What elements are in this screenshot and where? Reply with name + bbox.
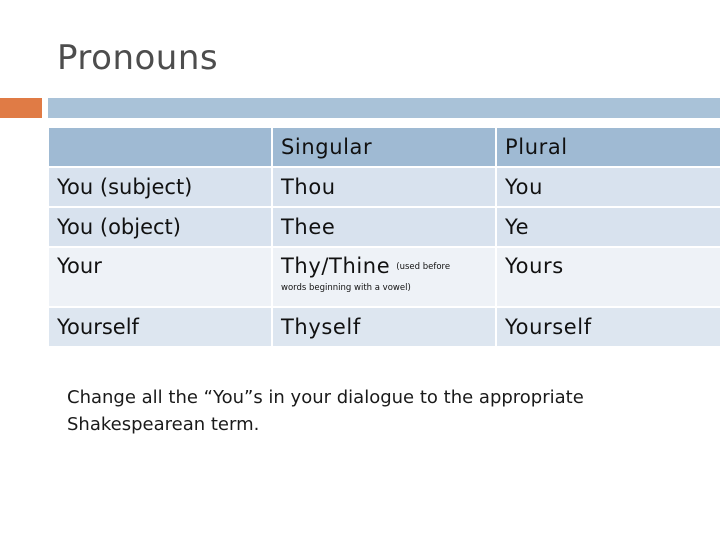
- plural-value: Ye: [505, 215, 530, 239]
- plural-cell: [496, 247, 720, 307]
- row-label: You (subject): [48, 167, 272, 207]
- instruction-text: Change all the “You”s in your dialogue to the appropriate Shakespearean term.: [67, 387, 584, 435]
- singular-value: Thy/Thine: [281, 254, 391, 278]
- header-cell-singular: [272, 127, 496, 167]
- singular-value: Thyself: [281, 315, 361, 339]
- header-cell-plural: [496, 127, 720, 167]
- table-row: [48, 247, 720, 307]
- table-row: [48, 207, 720, 247]
- plural-cell: [496, 207, 720, 247]
- header-singular-label: Singular: [281, 135, 373, 159]
- usage-note: (used before: [396, 262, 451, 272]
- singular-cell: [272, 307, 496, 347]
- usage-note-continued: words beginning with a vowel): [281, 283, 411, 293]
- row-label: Your: [48, 247, 272, 307]
- plural-cell: [496, 167, 720, 207]
- slide-title: Pronouns: [57, 38, 219, 78]
- plural-value: You: [505, 175, 543, 199]
- singular-cell: [272, 247, 496, 307]
- singular-cell: [272, 207, 496, 247]
- accent-bar-blue: [48, 98, 720, 118]
- singular-value: Thee: [281, 215, 336, 239]
- pronoun-table: [47, 126, 720, 348]
- plural-value: Yourself: [505, 315, 592, 339]
- singular-cell: [272, 167, 496, 207]
- table-header-row: [48, 127, 720, 167]
- row-label: Yourself: [48, 307, 272, 347]
- table-row: [48, 307, 720, 347]
- plural-cell: [496, 307, 720, 347]
- accent-bar-orange: [0, 98, 42, 118]
- header-cell-empty: [48, 127, 272, 167]
- plural-value: Yours: [505, 254, 564, 278]
- header-plural-label: Plural: [505, 135, 568, 159]
- singular-value: Thou: [281, 175, 336, 199]
- table-row: [48, 167, 720, 207]
- row-label: You (object): [48, 207, 272, 247]
